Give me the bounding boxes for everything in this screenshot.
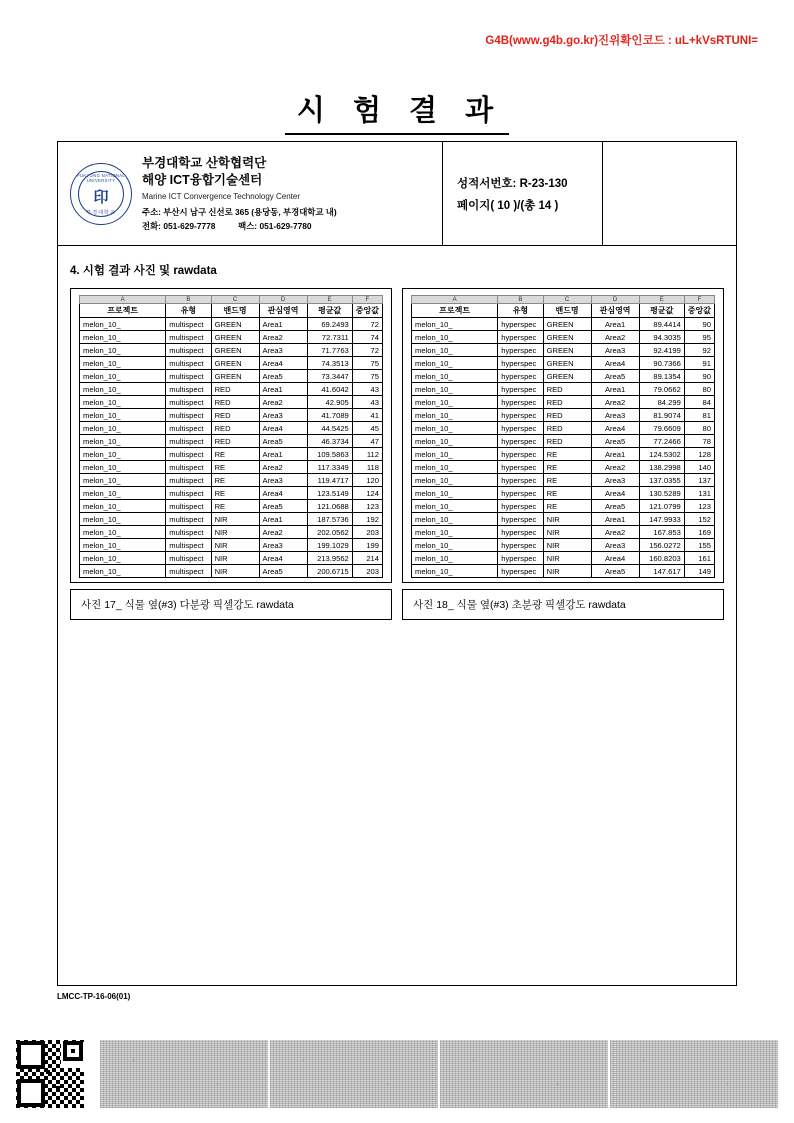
table-row: melon_10_ multispect RED Area5 46.3734 47 <box>80 435 383 448</box>
table-row: melon_10_ hyperspec RED Area4 79.6609 80 <box>412 422 715 435</box>
official-seal-icon <box>70 163 132 225</box>
rawdata-table-2 <box>411 295 715 578</box>
table-row: melon_10_ multispect RE Area3 119.4717 120 <box>80 474 383 487</box>
page-number: 페이지( 10 )/(총 14 ) <box>457 199 559 212</box>
seal-center-text: 印 <box>93 189 109 206</box>
scan-strip-4 <box>610 1040 778 1108</box>
organization-block <box>58 142 443 245</box>
excel-col-a: A <box>412 296 498 304</box>
table-row: melon_10_ hyperspec GREEN Area2 94.3035 95 <box>412 331 715 344</box>
table-row: melon_10_ multispect RED Area2 42.905 43 <box>80 396 383 409</box>
table-row: melon_10_ hyperspec RED Area2 84.299 84 <box>412 396 715 409</box>
table-row: melon_10_ multispect RED Area1 41.6042 43 <box>80 383 383 396</box>
page-title-text: 시 험 결 과 <box>285 88 509 135</box>
th-roi: 관심영역 <box>259 304 307 318</box>
th-type: 유형 <box>166 304 211 318</box>
figure-caption-17: 사진 17_ 식물 옆(#3) 다분광 픽셀강도 rawdata <box>70 589 392 620</box>
excel-column-header-row-1 <box>80 296 383 304</box>
th-mean: 평균값 <box>307 304 352 318</box>
tables-row <box>70 288 724 583</box>
th-type: 유형 <box>498 304 543 318</box>
qr-code-icon <box>16 1040 84 1108</box>
scan-strip-3 <box>440 1040 608 1108</box>
rawdata-table-box-1 <box>70 288 392 583</box>
org-address: 주소: 부산시 남구 신선로 365 (용당동, 부경대학교 내) <box>142 207 337 218</box>
verification-stamp: G4B(www.g4b.go.kr)진위확인코드 : uL+kVsRTUNI= <box>485 35 758 47</box>
organization-info <box>142 155 337 233</box>
excel-column-header-row-2 <box>412 296 715 304</box>
table-row: melon_10_ hyperspec RED Area3 81.9074 81 <box>412 409 715 422</box>
field-header-row-2 <box>412 304 715 318</box>
header-blank-cell <box>603 142 736 245</box>
excel-col-a: A <box>80 296 166 304</box>
table-row: melon_10_ multispect NIR Area5 200.6715 203 <box>80 565 383 578</box>
table-row: melon_10_ multispect NIR Area1 187.5736 192 <box>80 513 383 526</box>
table-row: melon_10_ multispect RED Area4 44.5425 45 <box>80 422 383 435</box>
form-code: LMCC-TP-16-06(01) <box>57 992 131 1001</box>
table-row: melon_10_ multispect GREEN Area5 73.3447 75 <box>80 370 383 383</box>
field-header-row-1 <box>80 304 383 318</box>
figure-caption-18: 사진 18_ 식물 옆(#3) 초분광 픽셀강도 rawdata <box>402 589 724 620</box>
table-row: melon_10_ multispect GREEN Area2 72.7311 74 <box>80 331 383 344</box>
table-row: melon_10_ hyperspec GREEN Area1 89.4414 90 <box>412 318 715 331</box>
excel-col-b: B <box>498 296 543 304</box>
excel-col-c: C <box>211 296 259 304</box>
th-project: 프로젝트 <box>412 304 498 318</box>
table-row: melon_10_ multispect RE Area5 121.0688 123 <box>80 500 383 513</box>
table-row: melon_10_ multispect RE Area1 109.5863 112 <box>80 448 383 461</box>
th-median: 중앙값 <box>684 304 714 318</box>
table-row: melon_10_ multispect GREEN Area4 74.3513 75 <box>80 357 383 370</box>
table-row: melon_10_ multispect GREEN Area1 69.2493 72 <box>80 318 383 331</box>
phone-value: 051-629-7778 <box>163 221 216 232</box>
section-content <box>58 288 736 620</box>
report-number: 성적서번호: R-23-130 <box>457 177 568 190</box>
table-row: melon_10_ hyperspec GREEN Area5 89.1354 90 <box>412 370 715 383</box>
seal-top-text: PUKYONG NATIONAL UNIVERSITY <box>76 172 126 183</box>
scan-strip-1 <box>100 1040 268 1108</box>
table-row: melon_10_ hyperspec RE Area5 121.0799 123 <box>412 500 715 513</box>
org-contact <box>142 221 337 232</box>
table-row: melon_10_ multispect NIR Area3 199.1029 199 <box>80 539 383 552</box>
org-name-line2: 해양 ICT융합기술센터 <box>142 173 263 188</box>
table-row: melon_10_ multispect NIR Area2 202.0562 203 <box>80 526 383 539</box>
excel-col-e: E <box>639 296 684 304</box>
table-row: melon_10_ hyperspec RE Area2 138.2998 140 <box>412 461 715 474</box>
table-row: melon_10_ hyperspec NIR Area3 156.0272 155 <box>412 539 715 552</box>
table-row: melon_10_ multispect RE Area2 117.3349 118 <box>80 461 383 474</box>
document-header <box>58 142 736 246</box>
phone-label: 전화: <box>142 221 161 232</box>
rawdata-table-1 <box>79 295 383 578</box>
excel-col-d: D <box>259 296 307 304</box>
report-meta-block <box>443 142 603 245</box>
th-band: 밴드명 <box>211 304 259 318</box>
table-row: melon_10_ multispect RE Area4 123.5149 124 <box>80 487 383 500</box>
section-heading: 4. 시험 결과 사진 및 rawdata <box>70 265 217 277</box>
th-median: 중앙값 <box>352 304 382 318</box>
excel-col-d: D <box>591 296 639 304</box>
excel-col-e: E <box>307 296 352 304</box>
table-row: melon_10_ multispect RED Area3 41.7089 41 <box>80 409 383 422</box>
th-roi: 관심영역 <box>591 304 639 318</box>
excel-col-f: F <box>684 296 714 304</box>
table-row: melon_10_ hyperspec RED Area5 77.2466 78 <box>412 435 715 448</box>
th-mean: 평균값 <box>639 304 684 318</box>
excel-col-b: B <box>166 296 211 304</box>
table-row: melon_10_ hyperspec RED Area1 79.0662 80 <box>412 383 715 396</box>
table-row: melon_10_ hyperspec GREEN Area3 92.4199 92 <box>412 344 715 357</box>
page-title <box>0 88 794 135</box>
document-frame <box>57 141 737 986</box>
rawdata-table-box-2 <box>402 288 724 583</box>
scan-strip-2 <box>270 1040 438 1108</box>
org-name-line1: 부경대학교 산학협력단 <box>142 155 267 170</box>
table-row: melon_10_ hyperspec RE Area1 124.5302 128 <box>412 448 715 461</box>
table-row: melon_10_ hyperspec GREEN Area4 90.7366 91 <box>412 357 715 370</box>
table-row: melon_10_ multispect NIR Area4 213.9562 214 <box>80 552 383 565</box>
table-row: melon_10_ multispect GREEN Area3 71.7763 72 <box>80 344 383 357</box>
seal-bottom-text: 부경대학교 <box>86 209 116 216</box>
excel-col-f: F <box>352 296 382 304</box>
caption-row <box>70 589 724 620</box>
table-row: melon_10_ hyperspec NIR Area2 167.853 169 <box>412 526 715 539</box>
fax-label: 팩스: <box>238 221 258 232</box>
excel-col-c: C <box>543 296 591 304</box>
table-row: melon_10_ hyperspec NIR Area4 160.8203 161 <box>412 552 715 565</box>
fax-value: 051-629-7780 <box>259 221 312 232</box>
table-row: melon_10_ hyperspec NIR Area5 147.617 149 <box>412 565 715 578</box>
org-name-english: Marine ICT Convergence Technology Center <box>142 191 301 201</box>
th-project: 프로젝트 <box>80 304 166 318</box>
th-band: 밴드명 <box>543 304 591 318</box>
table-row: melon_10_ hyperspec RE Area3 137.0355 137 <box>412 474 715 487</box>
table-row: melon_10_ hyperspec RE Area4 130.5289 131 <box>412 487 715 500</box>
table-row: melon_10_ hyperspec NIR Area1 147.9933 152 <box>412 513 715 526</box>
